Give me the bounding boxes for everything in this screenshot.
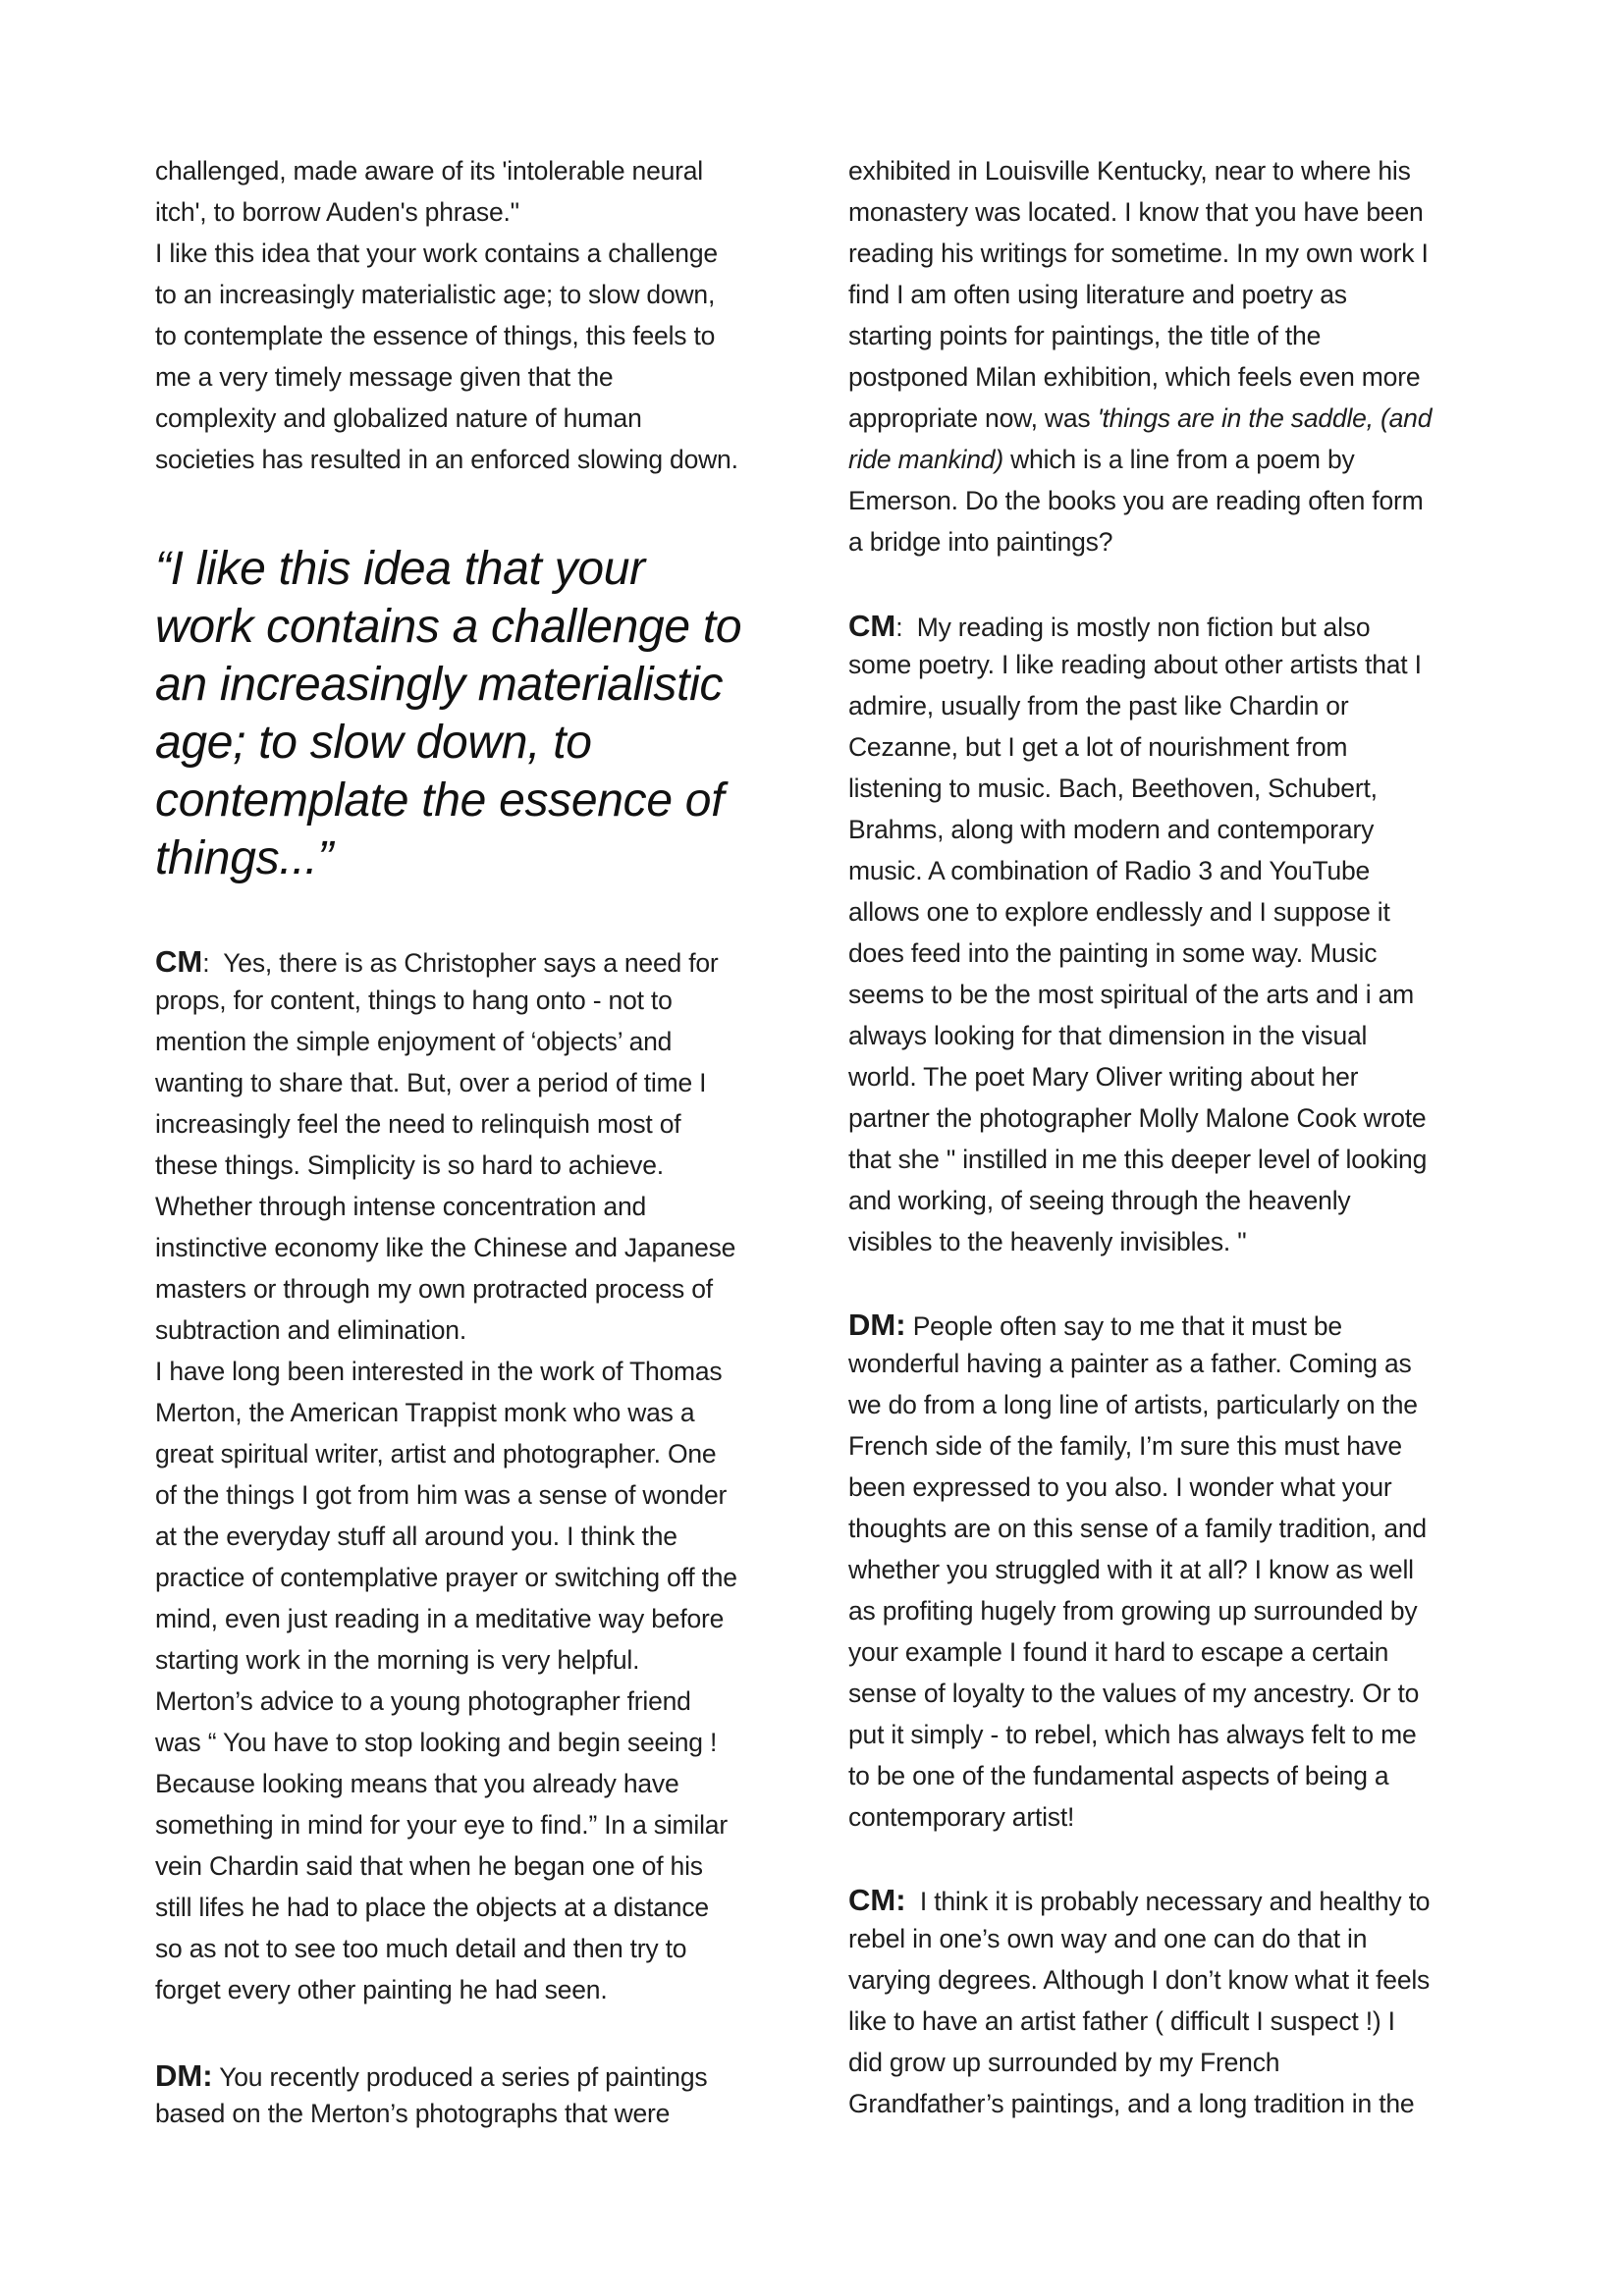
text-line: contemporary artist! <box>848 1802 1075 1832</box>
text-line: so as not to see too much detail and then try to <box>155 1934 687 1963</box>
text-line: People often say to me that it must be <box>905 1311 1342 1341</box>
text-line: find I am often using literature and poetry as <box>848 280 1347 309</box>
text-line: these things. Simplicity is so hard to achieve. <box>155 1150 664 1180</box>
text-line: at the everyday stuff all around you. I think the <box>155 1522 677 1551</box>
text-line: itch', to borrow Auden's phrase." <box>155 197 519 227</box>
text-line: been expressed to you also. I wonder what your <box>848 1472 1392 1502</box>
text-line: postponed Milan exhibition, which feels even more <box>848 362 1421 392</box>
text-line: vein Chardin said that when he began one of his <box>155 1851 703 1881</box>
text-line: and working, of seeing through the heavenly <box>848 1186 1351 1215</box>
text-line: I think it is probably necessary and healthy to <box>905 1887 1431 1916</box>
pull-quote-line: contemplate the essence of <box>155 774 725 827</box>
text-line: starting work in the morning is very helpful. <box>155 1645 640 1675</box>
text-line: Merton’s advice to a young photographer friend <box>155 1686 691 1716</box>
text-line: great spiritual writer, artist and photographer. One <box>155 1439 717 1468</box>
text-line: does feed into the painting in some way. Music <box>848 938 1378 968</box>
text-line: French side of the family, I’m sure this must have <box>848 1431 1402 1461</box>
text-line: varying degrees. Although I don’t know what it feels <box>848 1965 1431 1995</box>
text-line: Brahms, along with modern and contemporary <box>848 815 1375 844</box>
pull-quote-line: “I like this idea that your <box>155 543 645 595</box>
italic-title-run: 'things are in the saddle, (and <box>1097 403 1433 433</box>
text-line: I like this idea that your work contains a challenge <box>155 239 718 268</box>
text-line-with-speaker <box>848 1309 1342 1342</box>
text-line: of the things I got from him was a sense of wonder <box>155 1480 728 1510</box>
text-line: practice of contemplative prayer or switching off the <box>155 1563 737 1592</box>
pull-quote-line: work contains a challenge to <box>155 601 742 653</box>
text-line: societies has resulted in an enforced slowing down. <box>155 445 738 474</box>
text-line: listening to music. Bach, Beethoven, Schubert, <box>848 774 1378 803</box>
text-run: appropriate now, was <box>848 403 1098 433</box>
text-line: complexity and globalized nature of human <box>155 403 642 433</box>
text-line: subtraction and elimination. <box>155 1315 467 1345</box>
text-line-mixed <box>848 402 1432 434</box>
text-line: admire, usually from the past like Chardin or <box>848 691 1349 721</box>
text-line: we do from a long line of artists, particularly on the <box>848 1390 1418 1419</box>
text-line: Whether through intense concentration and <box>155 1192 647 1221</box>
text-line: props, for content, things to hang onto - not to <box>155 986 673 1015</box>
pull-quote-line: things...” <box>155 832 334 884</box>
speaker-label: CM <box>848 609 896 643</box>
text-line: that she " instilled in me this deeper level of looking <box>848 1145 1428 1174</box>
text-line: world. The poet Mary Oliver writing about her <box>848 1062 1359 1092</box>
text-line: Merton, the American Trappist monk who was a <box>155 1398 695 1427</box>
text-line: visibles to the heavenly invisibles. " <box>848 1227 1247 1256</box>
text-line: masters or through my own protracted process of <box>155 1274 713 1304</box>
text-line: did grow up surrounded by my French <box>848 2048 1280 2077</box>
text-line: seems to be the most spiritual of the arts and i am <box>848 980 1415 1009</box>
text-line: Yes, there is as Christopher says a need for <box>209 948 719 978</box>
speaker-separator: : <box>895 613 903 642</box>
text-line: some poetry. I like reading about other artists that I <box>848 650 1422 679</box>
text-line: You recently produced a series pf paintings <box>212 2062 708 2092</box>
text-line: still lifes he had to place the objects at a distance <box>155 1893 709 1922</box>
text-line: Emerson. Do the books you are reading often form <box>848 486 1424 515</box>
text-line: exhibited in Louisville Kentucky, near to where his <box>848 156 1411 186</box>
text-line: as profiting hugely from growing up surrounded by <box>848 1596 1418 1626</box>
text-line: thoughts are on this sense of a family tradition, and <box>848 1514 1427 1543</box>
text-line-with-speaker <box>155 2060 707 2093</box>
text-line: always looking for that dimension in the visual <box>848 1021 1368 1050</box>
text-line: Cezanne, but I get a lot of nourishment from <box>848 732 1348 762</box>
text-line: music. A combination of Radio 3 and YouTube <box>848 856 1371 885</box>
text-line: forget every other painting he had seen. <box>155 1975 608 2004</box>
text-line: something in mind for your eye to find.” In a similar <box>155 1810 728 1840</box>
text-line: me a very timely message given that the <box>155 362 614 392</box>
text-line: wanting to share that. But, over a period of time I <box>155 1068 707 1097</box>
text-line: to be one of the fundamental aspects of being a <box>848 1761 1389 1790</box>
text-line-with-speaker <box>155 946 719 979</box>
text-run: which is a line from a poem by <box>1002 445 1355 474</box>
text-line: whether you struggled with it at all? I know as well <box>848 1555 1414 1584</box>
speaker-label: DM: <box>848 1308 906 1342</box>
text-line: partner the photographer Molly Malone Cook wrote <box>848 1103 1427 1133</box>
text-line: rebel in one’s own way and one can do that in <box>848 1924 1368 1953</box>
speaker-separator: : <box>202 948 210 978</box>
text-line: increasingly feel the need to relinquish most of <box>155 1109 681 1139</box>
text-line: starting points for paintings, the title of the <box>848 321 1322 350</box>
pull-quote-line: age; to slow down, to <box>155 717 592 769</box>
text-line-mixed <box>848 444 1355 475</box>
text-line: to an increasingly materialistic age; to slow down, <box>155 280 716 309</box>
text-line: based on the Merton’s photographs that were <box>155 2099 671 2128</box>
text-line: wonderful having a painter as a father. Coming as <box>848 1349 1412 1378</box>
text-line-with-speaker <box>848 611 1370 643</box>
text-line: Grandfather’s paintings, and a long tradition in the <box>848 2089 1415 2118</box>
text-line: was “ You have to stop looking and begin seeing ! <box>155 1728 718 1757</box>
text-line: to contemplate the essence of things, this feels to <box>155 321 716 350</box>
text-line: sense of loyalty to the values of my ancestry. Or to <box>848 1679 1420 1708</box>
pull-quote-line: an increasingly materialistic <box>155 659 724 711</box>
text-line: mention the simple enjoyment of ‘objects’ and <box>155 1027 673 1056</box>
text-line-with-speaker <box>848 1885 1430 1917</box>
text-line: put it simply - to rebel, which has always felt to me <box>848 1720 1417 1749</box>
text-line: reading his writings for sometime. In my own work I <box>848 239 1429 268</box>
text-line: challenged, made aware of its 'intolerable neural <box>155 156 703 186</box>
speaker-label: CM: <box>848 1883 906 1917</box>
text-line: a bridge into paintings? <box>848 527 1113 557</box>
speaker-label: DM: <box>155 2058 213 2093</box>
text-line: allows one to explore endlessly and I suppose it <box>848 897 1390 927</box>
text-line: like to have an artist father ( difficult I suspect !) I <box>848 2006 1395 2036</box>
text-line: your example I found it hard to escape a certain <box>848 1637 1389 1667</box>
italic-title-run: ride mankind) <box>848 445 1003 474</box>
text-line: instinctive economy like the Chinese and Japanese <box>155 1233 736 1262</box>
text-line: My reading is mostly non fiction but also <box>902 613 1371 642</box>
text-line: mind, even just reading in a meditative way before <box>155 1604 725 1633</box>
text-line: I have long been interested in the work of Thomas <box>155 1357 723 1386</box>
text-line: monastery was located. I know that you have been <box>848 197 1424 227</box>
text-line: Because looking means that you already have <box>155 1769 679 1798</box>
speaker-label: CM <box>155 944 203 979</box>
